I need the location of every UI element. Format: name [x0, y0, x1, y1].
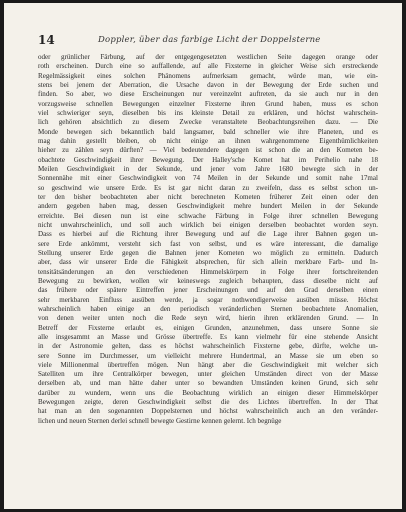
page-header — [38, 33, 378, 49]
text-line: Sonnennähe mit einer Geschwindigkeit von 74 Meilen in der Sekunde und somit nahe 17mal — [38, 174, 378, 183]
text-line: erreichte. Bei diesen nun ist eine schwache Färbung in Folge ihrer schnellen Bewegung — [38, 211, 378, 220]
text-line: sehr merkbaren Einfluss ausüben werde, ja sogar nothwendigerweise ausüben müsse. Höchst — [38, 295, 378, 304]
text-line: Satelliten um ihre Centralkörper bewegen, unter gleichen Umständen direct von der Masse — [38, 370, 378, 379]
text-line: viel schwieriger seyn, dieselben bis ins kleinste Detail zu erklären, und höchst wahrschein- — [38, 108, 378, 117]
page-number: 14 — [38, 33, 55, 47]
book-page — [4, 3, 402, 509]
text-line: finden. So aber, wo diese Erscheinungen nur vereinzelnt auftreten, da sie auch nur in den — [38, 90, 378, 99]
text-line: roth erscheinen. Durch eine so auffallende, auf alle Fixsterne in gleicher Weise sich erstreckende — [38, 62, 378, 71]
text-line: andern gegeben haben mag, dessen Geschwindigkeit mehre hundert Meilen in der Sekunde — [38, 202, 378, 211]
text-line: hieher zu zählen seyn dürften? — Viel bedeutendere dagegen ist schon die an den Kometen be- — [38, 146, 378, 155]
text-line: oder grünlicher Färbung, auf der entgegengesetzten westlichen Seite dagegen orange oder — [38, 53, 378, 61]
text-line: obachtete Geschwindigkeit ihrer Bewegung. Der Halley'sche Komet hat im Perihelio nahe 18 — [38, 155, 378, 164]
text-line: lich gehören absichtlich zu diesem Zwecke veranstaltete Beobachtungsreihen dazu. — Die — [38, 118, 378, 127]
text-line: lichen und neuen Sternen derlei schnell bewegte Gestirne kennen gelernt. Ich begnüge — [38, 416, 282, 425]
text-line: darüber zu wundern, wenn uns die Beobachtung wirklich an einigen dieser Himmelskörper — [38, 388, 378, 397]
text-line: Regelmässigkeit eines solchen Phänomens aufmerksam gemacht, würde man, wie ein- — [38, 71, 378, 80]
text-line: in der Astronomie gelten, dass es höchst wahrscheinlich Fixsterne gebe, dürfte, welche un- — [38, 342, 378, 351]
text-line: sere Sonne im Durchmesser, um vielleicht mehrere Hundertmal, an Masse sie um eben so — [38, 351, 378, 360]
text-line: stens bei jenem der Aberration, die Ursache davon in der Bewegung der Erde suchen und — [38, 80, 378, 89]
text-line: Dass es hierbei auf die Richtung ihrer Bewegung und auf die Lage ihrer Bahnen gegen un- — [38, 230, 378, 239]
text-line: aber, dass wir unserer Erde die Fähigkeit absprechen, für sich allein merkbare Farb- und In- — [38, 258, 378, 267]
text-line: nicht unwahrscheinlich, und soll auch wirklich bei einigen derselben beobachtet worden seyn. — [38, 220, 378, 229]
text-line: viele Millionenmal übertreffen mögen. Nun hängt aber die Geschwindigkeit mit welcher sich — [38, 360, 378, 369]
text-line: das frühere oder spätere Eintreffen jener Erscheinungen und auf den Grad derselben einen — [38, 286, 378, 295]
text-line: Stellung unserer Erde gegen die Bahnen jener Kometen wo möglich zu ermitteln. Dadurch — [38, 248, 378, 257]
text-line: alle insgesammt an Masse und Grösse übertreffe. Es kann vielmehr für eine stehende Ansicht — [38, 332, 378, 341]
text-line: mag dahin gestellt bleiben, ob nicht einige an ihnen wahrgenommene Eigenthümlichkeiten — [38, 136, 378, 145]
text-line: tensitätsänderungen an den verschiedenen Himmelskörpern in Folge ihrer fortschreitenden — [38, 267, 378, 276]
text-line: Meilen Geschwindigkeit in der Sekunde, und jener vom Jahre 1680 bewegte sich in der — [38, 164, 378, 173]
running-title: Doppler, über das farbige Licht der Doppelsterne — [98, 35, 321, 45]
text-line: wahrscheinlich haben einige an den periodisch veränderlichen Sternen beobachtete Anomalien, — [38, 304, 378, 313]
text-line: ter den bisher beobachteten aber nicht berechneten Kometen früherer Zeit einen oder den — [38, 192, 378, 201]
text-line: Monde bewegen sich bekanntlich bald langsamer, bald schneller wie ihre Planeten, und es — [38, 127, 378, 136]
text-line: Betreff der Fixsterne erlaubt es, einigen Grunden, anzunehmen, dass unsere Sonne sie — [38, 323, 378, 332]
text-line: so geschwind wie unsere Erde. Es ist gar nicht daran zu zweifeln, dass es selbst schon un- — [38, 183, 378, 192]
text-line: sere Erde ankömmt, versteht sich fast von selbst, und es wäre interessant, die damalige — [38, 239, 378, 248]
text-line: hat man an den sogenannten Doppelsternen und höchst wahrscheinlich auch an den veränder- — [38, 407, 378, 416]
text-line: derselben ab, und man hätte daher unter so bewandten Umständen keinen Grund, sich sehr — [38, 379, 378, 388]
text-line: von denen weiter unten noch die Rede seyn wird, hierin ihren erklärenden Grund. — In — [38, 314, 378, 323]
body-text — [38, 53, 378, 426]
text-line: Bewegungen zeigte, deren Geschwindigkeit selbst die des Lichtes übertreffen. In der That — [38, 398, 378, 407]
text-line: vorzugsweise schnellen Bewegungen einzelner Fixsterne ihren Grund haben, muss es schon — [38, 99, 378, 108]
text-line: Bewegung zu bewirken, wollen wir keineswegs zugleich behaupten, dass dieselbe nicht auf — [38, 276, 378, 285]
